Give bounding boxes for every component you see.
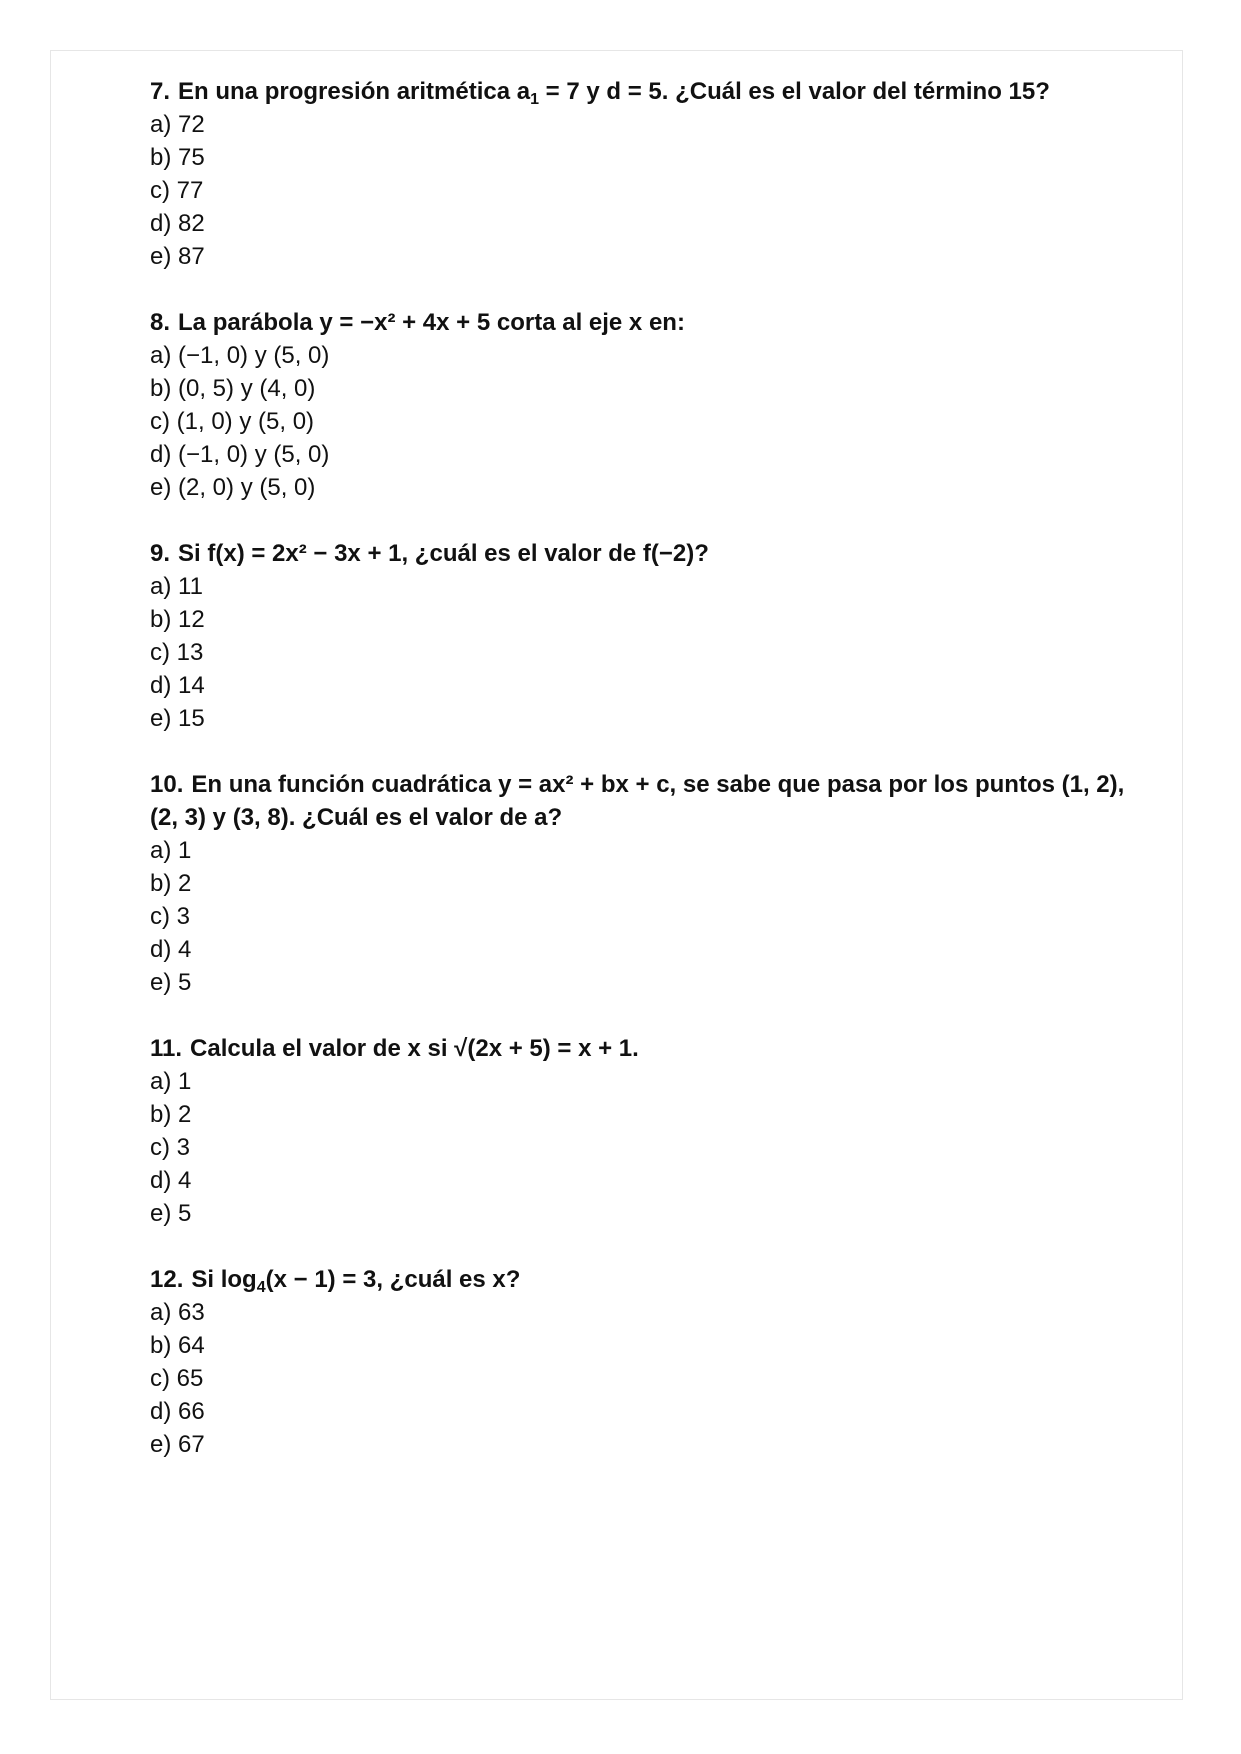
option-e: e) 5: [150, 1200, 192, 1227]
option-d: d) 4: [150, 1167, 192, 1194]
option-a: a) 63: [150, 1299, 205, 1326]
option-a: a) (−1, 0) y (5, 0): [150, 342, 330, 369]
question-title: [150, 306, 1140, 339]
question-7: [150, 75, 1140, 273]
question-title: [150, 1032, 1140, 1065]
option-b: b) 2: [150, 1101, 192, 1128]
option-a: a) 11: [150, 573, 203, 600]
question-number: 7.: [150, 78, 171, 105]
option-b: b) 64: [150, 1332, 205, 1359]
option-a: a) 1: [150, 1068, 192, 1095]
subscript: 1: [530, 91, 540, 108]
option-d: d) 82: [150, 210, 205, 237]
question-text: (x − 1) = 3, ¿cuál es x?: [265, 1266, 521, 1293]
question-number: 8.: [150, 309, 171, 336]
question-title: [150, 1263, 1140, 1296]
question-9: [150, 537, 1140, 735]
question-number: 11.: [150, 1035, 183, 1062]
option-c: c) 3: [150, 903, 191, 930]
question-text: La parábola y = −x² + 4x + 5 corta al eje x en:: [178, 309, 685, 336]
option-b: b) 2: [150, 870, 192, 897]
option-c: c) 3: [150, 1134, 191, 1161]
question-text: Calcula el valor de x si √(2x + 5) = x + 1.: [190, 1035, 639, 1062]
question-11: [150, 1032, 1140, 1230]
question-number: 12.: [150, 1266, 184, 1293]
question-number: 9.: [150, 540, 171, 567]
question-8: [150, 306, 1140, 504]
question-title: [150, 75, 1140, 108]
document-content: [150, 75, 1140, 1494]
question-text: = 7 y d = 5. ¿Cuál es el valor del término 15?: [539, 78, 1050, 105]
question-12: [150, 1263, 1140, 1461]
option-d: d) 4: [150, 936, 192, 963]
option-c: c) 65: [150, 1365, 204, 1392]
question-text: En una función cuadrática y = ax² + bx + c, se sabe que pasa por los puntos (1, 2), (2, 3) y (3, 8). ¿Cuál es el valor de a?: [150, 771, 1125, 831]
option-b: b) (0, 5) y (4, 0): [150, 375, 316, 402]
option-e: e) 87: [150, 243, 205, 270]
question-text: Si log: [191, 1266, 257, 1293]
option-d: d) 66: [150, 1398, 205, 1425]
option-b: b) 12: [150, 606, 205, 633]
option-e: e) 5: [150, 969, 192, 996]
question-10: [150, 768, 1140, 999]
option-e: e) 67: [150, 1431, 205, 1458]
option-d: d) (−1, 0) y (5, 0): [150, 441, 330, 468]
option-a: a) 1: [150, 837, 192, 864]
option-e: e) (2, 0) y (5, 0): [150, 474, 316, 501]
subscript: 4: [256, 1279, 266, 1296]
option-b: b) 75: [150, 144, 205, 171]
option-a: a) 72: [150, 111, 205, 138]
option-d: d) 14: [150, 672, 205, 699]
question-text: En una progresión aritmética a: [178, 78, 531, 105]
option-e: e) 15: [150, 705, 205, 732]
question-number: 10.: [150, 771, 184, 798]
question-title: [150, 537, 1140, 570]
option-c: c) 77: [150, 177, 204, 204]
option-c: c) (1, 0) y (5, 0): [150, 408, 315, 435]
question-title: [150, 768, 1140, 834]
option-c: c) 13: [150, 639, 204, 666]
question-text: Si f(x) = 2x² − 3x + 1, ¿cuál es el valor de f(−2)?: [178, 540, 709, 567]
